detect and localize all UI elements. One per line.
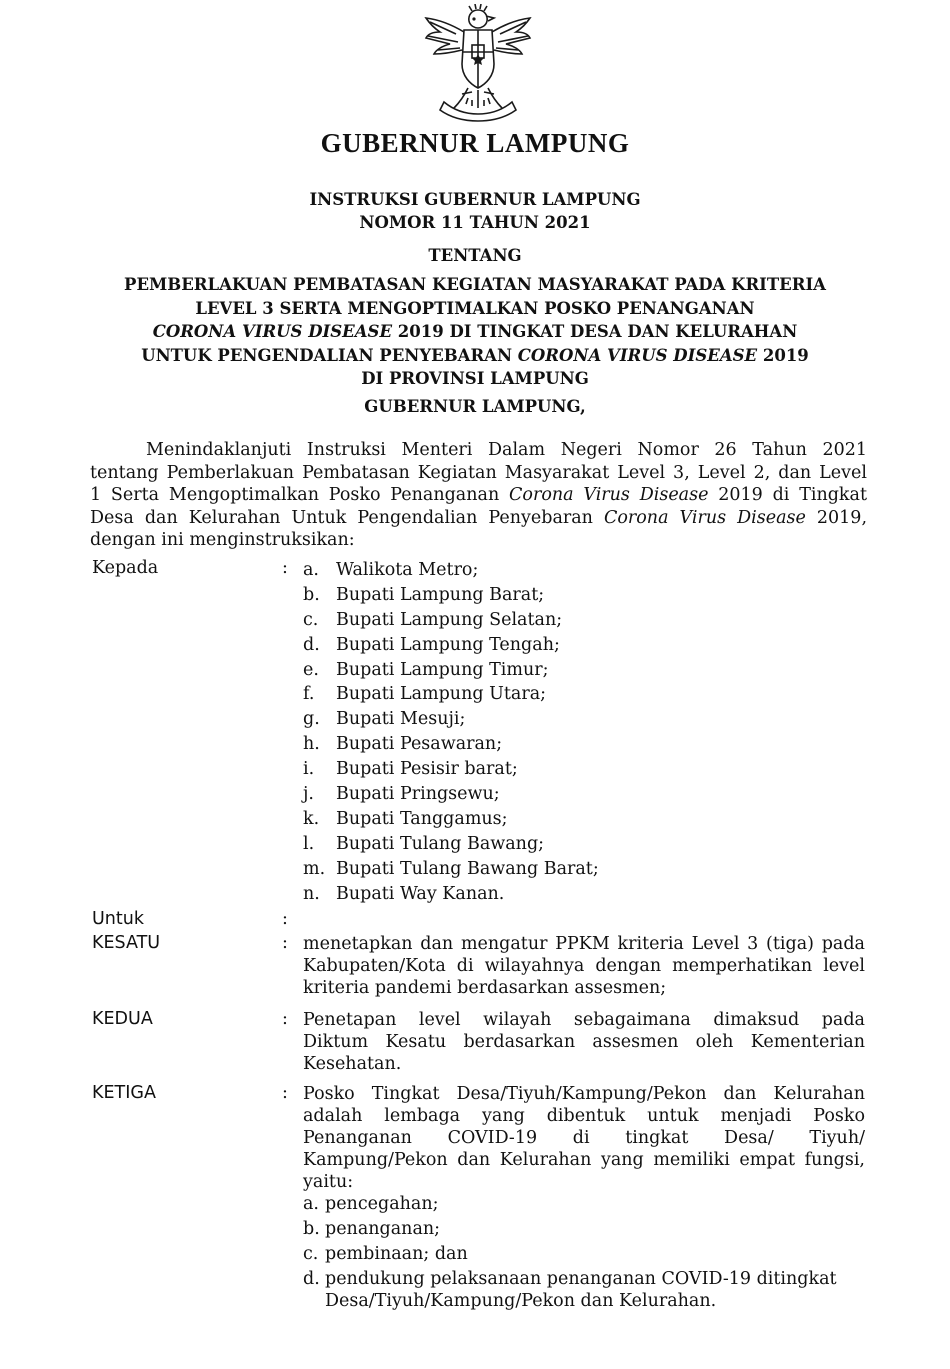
untuk-colon: : [282,909,288,929]
kesatu-colon: : [282,933,288,953]
list-text: Bupati Lampung Timur; [336,659,549,680]
list-item [303,882,599,907]
kepada-label: Kepada [92,558,159,578]
list-key: a. [303,1194,319,1214]
list-text: Bupati Tulang Bawang Barat; [336,858,599,879]
list-text: pembinaan; dan [325,1244,468,1264]
list-text: Bupati Pringsewu; [336,784,500,805]
list-item [303,1243,837,1268]
governor-heading: GUBERNUR LAMPUNG, [364,397,586,416]
subject-text: UNTUK PENGENDALIAN PENYEBARAN [141,345,518,365]
list-item [303,832,599,857]
subject-text: 2019 DI TINGKAT DESA DAN KELURAHAN [392,322,798,341]
tentang-heading: TENTANG [428,246,522,265]
ketiga-line: Posko Tingkat Desa/Tiyuh/Kampung/Pekon dan Kelurahan [303,1084,865,1104]
list-item [303,558,599,583]
list-key: b. [303,1219,320,1239]
list-item [303,583,599,608]
list-text: Walikota Metro; [336,560,479,580]
ketiga-line: yaitu: [303,1172,354,1192]
list-text: Bupati Pesawaran; [336,734,503,755]
list-text: Bupati Lampung Tengah; [336,634,560,655]
subject-line [60,320,890,344]
ketiga-colon: : [282,1083,288,1103]
list-key: k. [303,808,320,829]
list-key: l. [303,833,315,854]
kedua-colon: : [282,1009,288,1029]
list-key: e. [303,659,319,680]
list-item [303,682,599,707]
list-text-continued: Desa/Tiyuh/Kampung/Pekon dan Kelurahan. [325,1291,717,1311]
list-key: j. [303,784,314,805]
list-item [303,1193,837,1218]
subject-text: 2019 [757,345,809,365]
intro-text: 1 Serta Mengoptimalkan Posko Penanganan [90,485,510,505]
list-text: penanganan; [325,1219,441,1239]
kedua-text [303,1009,865,1075]
kedua-line: Kesehatan. [303,1054,402,1074]
list-key: c. [303,609,319,630]
ketiga-line: Penanganan COVID-19 di tingkat Desa/ Tiyuh/ [303,1128,865,1148]
intro-line [90,484,867,507]
list-text: pendukung pelaksanaan penanganan COVID-19 ditingkat [325,1269,837,1289]
intro-line: dengan ini menginstruksikan: [90,530,355,550]
list-text: Bupati Way Kanan. [336,883,505,904]
list-item [303,1218,837,1243]
garuda-emblem-icon [420,4,536,122]
list-item [303,633,599,658]
list-key: d. [303,634,320,655]
intro-text: Desa dan Kelurahan Untuk Pengendalian Penyebaran [90,507,604,528]
subject-italic: CORONA VIRUS DISEASE [152,322,393,341]
intro-paragraph [90,439,867,552]
intro-text: 2019, [805,507,868,528]
kesatu-text [303,933,865,999]
list-key: b. [303,584,320,605]
untuk-label: Untuk [92,909,144,929]
kedua-label: KEDUA [92,1009,153,1029]
list-text: Bupati Tulang Bawang; [336,833,545,854]
list-text: Bupati Lampung Selatan; [336,609,563,630]
list-item [303,807,599,832]
list-item [303,658,599,683]
list-key: i. [303,759,315,780]
kesatu-line: Kabupaten/Kota di wilayahnya dengan memperhatikan level [303,956,865,976]
list-item [303,707,599,732]
intro-line [90,507,867,530]
ketiga-text [303,1083,865,1193]
subject-italic: CORONA VIRUS DISEASE [517,345,758,365]
instruction-subject [60,273,890,391]
list-item [303,857,599,882]
list-key: a. [303,560,319,580]
list-key: m. [303,858,326,879]
intro-line: tentang Pemberlakuan Pembatasan Kegiatan Masyarakat Level 3, Level 2, dan Level [90,462,867,483]
subject-line: LEVEL 3 SERTA MENGOPTIMALKAN POSKO PENANGANAN [195,298,755,318]
list-key: h. [303,734,320,755]
subject-line: DI PROVINSI LAMPUNG [361,369,589,388]
ketiga-function-list [303,1193,837,1312]
list-item [303,1268,837,1312]
ketiga-line: Kampung/Pekon dan Kelurahan yang memiliki empat fungsi, [303,1150,865,1170]
intro-text: 2019 di Tingkat [708,485,868,505]
list-key: g. [303,709,320,730]
kepada-list [303,558,599,906]
kesatu-line: menetapkan dan mengatur PPKM kriteria Level 3 (tiga) pada [303,934,865,954]
intro-italic: Corona Virus Disease [509,485,709,505]
kedua-line: Penetapan level wilayah sebagaimana dimaksud pada [303,1010,865,1030]
kesatu-line: kriteria pandemi berdasarkan assesmen; [303,978,667,998]
intro-italic: Corona Virus Disease [603,507,806,528]
governor-title: GUBERNUR LAMPUNG [320,128,630,158]
list-key: c. [303,1244,319,1264]
instruction-number: NOMOR 11 TAHUN 2021 [359,213,591,232]
list-text: Bupati Pesisir barat; [336,759,518,780]
intro-line: Menindaklanjuti Instruksi Menteri Dalam Negeri Nomor 26 Tahun 2021 [146,440,867,460]
ketiga-line: adalah lembaga yang dibentuk untuk menjadi Posko [303,1106,865,1126]
subject-line [60,344,890,368]
ketiga-label: KETIGA [92,1083,156,1103]
list-text: Bupati Tanggamus; [336,808,508,829]
list-item [303,608,599,633]
list-item [303,732,599,757]
list-key: f. [303,684,315,705]
kedua-line: Diktum Kesatu berdasarkan assesmen oleh Kementerian [303,1032,865,1052]
list-key: d. [303,1269,320,1289]
list-key: n. [303,883,320,904]
list-item [303,757,599,782]
list-item [303,782,599,807]
list-text: Bupati Lampung Barat; [336,584,545,605]
kesatu-label: KESATU [92,933,161,953]
list-text: pencegahan; [325,1194,439,1214]
subject-line: PEMBERLAKUAN PEMBATASAN KEGIATAN MASYARAKAT PADA KRITERIA [124,275,826,294]
kepada-colon: : [282,558,288,578]
list-text: Bupati Lampung Utara; [336,684,547,705]
instruction-title: INSTRUKSI GUBERNUR LAMPUNG [309,190,641,209]
list-text: Bupati Mesuji; [336,709,466,730]
